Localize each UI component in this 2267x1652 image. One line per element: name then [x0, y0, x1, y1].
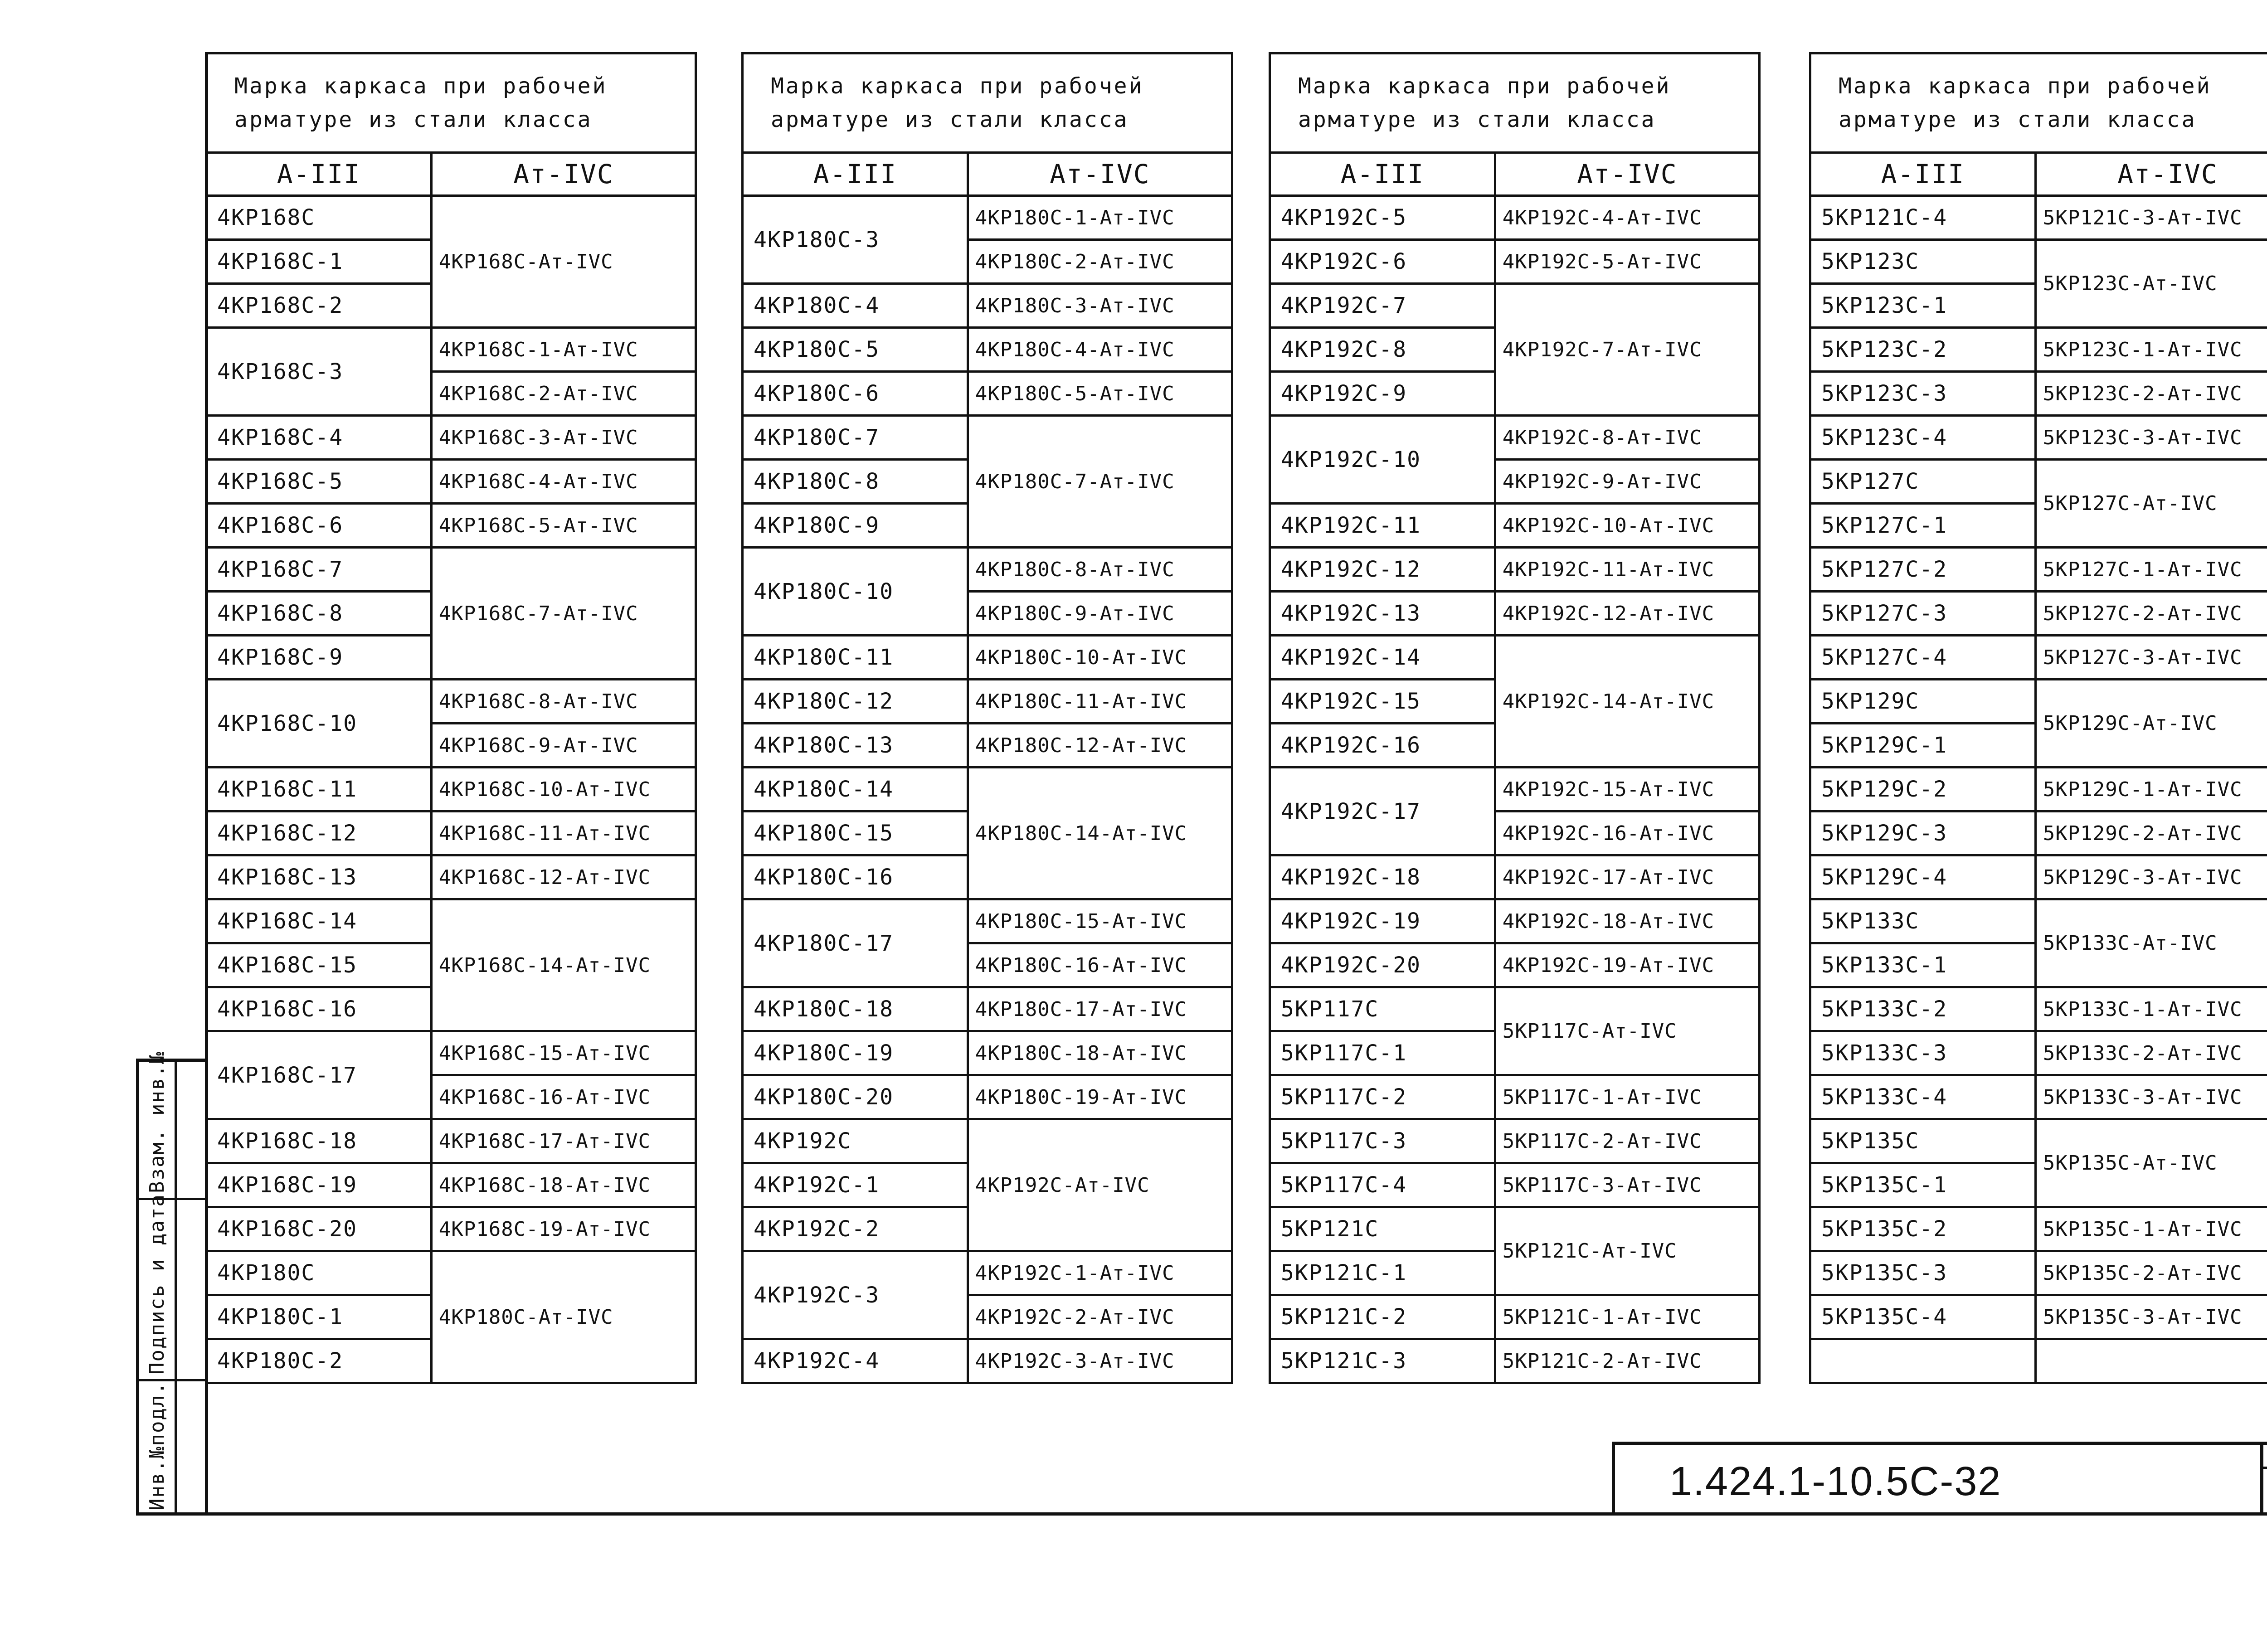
mark-a-iii: 4КР168С-6: [206, 504, 432, 548]
mark-a-iii: 4КР180С-3: [743, 196, 968, 284]
table-row: [206, 460, 696, 504]
table-row: [1270, 240, 1760, 284]
mark-a-iii: 4КР192С-6: [1270, 240, 1495, 284]
mark-at-ivs: 4КР180С-7-Ат-IVС: [968, 416, 1232, 548]
mark-a-iii: 4КР180С-10: [743, 548, 968, 636]
mark-at-ivs: 4КР180С-1-Ат-IVС: [968, 196, 1232, 240]
table-row: [743, 1251, 1232, 1295]
mark-at-ivs: 4КР192С-7-Ат-IVС: [1495, 284, 1759, 416]
mark-at-ivs: 4КР168С-4-Ат-IVС: [431, 460, 696, 504]
mark-at-ivs: 4КР168С-17-Ат-IVС: [431, 1119, 696, 1163]
mark-a-iii: 5КР121С-2: [1270, 1295, 1495, 1339]
mark-at-ivs: 4КР192С-1-Ат-IVС: [968, 1251, 1232, 1295]
table-row: [1810, 592, 2267, 636]
table-row: [743, 548, 1232, 592]
table-row: [206, 768, 696, 811]
table-row: [1270, 1295, 1760, 1339]
table-row: [1270, 1339, 1760, 1383]
frame-table-2: [741, 52, 1233, 1384]
mark-at-ivs: 4КР192С-16-Ат-IVС: [1495, 811, 1759, 855]
mark-a-iii: [1810, 1339, 2036, 1383]
mark-a-iii: 4КР180С-6: [743, 372, 968, 416]
mark-a-iii: 5КР127С-1: [1810, 504, 2036, 548]
mark-a-iii: 5КР135С-3: [1810, 1251, 2036, 1295]
mark-a-iii: 4КР168С-7: [206, 548, 432, 592]
table-row: [1810, 899, 2267, 943]
mark-a-iii: 4КР180С-19: [743, 1031, 968, 1075]
table-row: [206, 680, 696, 724]
mark-at-ivs: 4КР168С-3-Ат-IVС: [431, 416, 696, 460]
table-row: [1270, 196, 1760, 240]
mark-at-ivs: 5КР123С-2-Ат-IVС: [2035, 372, 2267, 416]
mark-at-ivs: 4КР168С-7-Ат-IVС: [431, 548, 696, 680]
table-row: [206, 1207, 696, 1251]
mark-a-iii: 4КР168С-9: [206, 636, 432, 680]
mark-a-iii: 4КР192С-20: [1270, 943, 1495, 987]
table-row: [743, 987, 1232, 1031]
mark-a-iii: 5КР133С-3: [1810, 1031, 2036, 1075]
mark-at-ivs: 4КР168С-14-Ат-IVС: [431, 899, 696, 1031]
table-row: [1810, 987, 2267, 1031]
column-header-at-ivs: Ат-IVС: [968, 153, 1232, 196]
mark-a-iii: 4КР192С-11: [1270, 504, 1495, 548]
mark-a-iii: 4КР180С-2: [206, 1339, 432, 1383]
mark-a-iii: 5КР123С-1: [1810, 284, 2036, 328]
table-row: [1270, 636, 1760, 680]
mark-a-iii: 4КР180С-17: [743, 899, 968, 987]
mark-at-ivs: 4КР180С-18-Ат-IVС: [968, 1031, 1232, 1075]
mark-at-ivs: 5КР129С-3-Ат-IVС: [2035, 855, 2267, 899]
table-row: [1270, 284, 1760, 328]
mark-at-ivs: 5КР129С-2-Ат-IVС: [2035, 811, 2267, 855]
mark-at-ivs: 5КР135С-3-Ат-IVС: [2035, 1295, 2267, 1339]
table-row: [743, 1119, 1232, 1163]
mark-at-ivs: 4КР180С-3-Ат-IVС: [968, 284, 1232, 328]
mark-a-iii: 4КР168С-11: [206, 768, 432, 811]
table-row: [743, 284, 1232, 328]
table-row: [1810, 1251, 2267, 1295]
mark-at-ivs: 5КР123С-1-Ат-IVС: [2035, 328, 2267, 372]
mark-at-ivs: 5КР117С-3-Ат-IVС: [1495, 1163, 1759, 1207]
table-header: Марка каркаса при рабочей арматуре из стали класса: [743, 53, 1232, 153]
table-row: [743, 196, 1232, 240]
mark-a-iii: 4КР168С-16: [206, 987, 432, 1031]
mark-a-iii: 4КР180С-13: [743, 724, 968, 768]
mark-a-iii: 5КР133С-2: [1810, 987, 2036, 1031]
mark-a-iii: 4КР168С-8: [206, 592, 432, 636]
mark-a-iii: 4КР192С-9: [1270, 372, 1495, 416]
mark-a-iii: 4КР192С-19: [1270, 899, 1495, 943]
mark-a-iii: 4КР180С-11: [743, 636, 968, 680]
mark-a-iii: 4КР192С-12: [1270, 548, 1495, 592]
table-row: [1810, 240, 2267, 284]
table-row: [1270, 768, 1760, 811]
mark-a-iii: 4КР168С-1: [206, 240, 432, 284]
mark-at-ivs: 4КР168С-8-Ат-IVС: [431, 680, 696, 724]
mark-a-iii: 4КР192С-2: [743, 1207, 968, 1251]
table-row: [206, 811, 696, 855]
mark-at-ivs: 4КР180С-10-Ат-IVС: [968, 636, 1232, 680]
mark-at-ivs: 4КР180С-8-Ат-IVС: [968, 548, 1232, 592]
table-row: [1270, 548, 1760, 592]
mark-a-iii: 5КР127С-4: [1810, 636, 2036, 680]
table-header: Марка каркаса при рабочей арматуре из стали класса: [1270, 53, 1760, 153]
mark-a-iii: 5КР121С: [1270, 1207, 1495, 1251]
table-row: [743, 416, 1232, 460]
mark-a-iii: 4КР168С-18: [206, 1119, 432, 1163]
mark-at-ivs: 4КР168С-10-Ат-IVС: [431, 768, 696, 811]
table-row: [743, 372, 1232, 416]
mark-a-iii: 4КР180С-12: [743, 680, 968, 724]
mark-at-ivs: 5КР117С-1-Ат-IVС: [1495, 1075, 1759, 1119]
mark-a-iii: 5КР129С: [1810, 680, 2036, 724]
table-row: [206, 416, 696, 460]
mark-a-iii: 5КР123С: [1810, 240, 2036, 284]
mark-at-ivs: 5КР121С-1-Ат-IVС: [1495, 1295, 1759, 1339]
mark-a-iii: 4КР168С-5: [206, 460, 432, 504]
mark-at-ivs: 4КР180С-11-Ат-IVС: [968, 680, 1232, 724]
mark-a-iii: 5КР127С: [1810, 460, 2036, 504]
mark-at-ivs: 4КР180С-Ат-IVС: [431, 1251, 696, 1383]
mark-at-ivs: 4КР192С-11-Ат-IVС: [1495, 548, 1759, 592]
table-row: [206, 855, 696, 899]
table-row: [1270, 1075, 1760, 1119]
mark-at-ivs: 5КР133С-Ат-IVС: [2035, 899, 2267, 987]
table-header: Марка каркаса при рабочей арматуре из стали класса: [206, 53, 696, 153]
mark-a-iii: 4КР180С-8: [743, 460, 968, 504]
table-row: [206, 1251, 696, 1295]
mark-at-ivs: 4КР168С-5-Ат-IVС: [431, 504, 696, 548]
frame-table-3: [1269, 52, 1761, 1384]
mark-a-iii: 4КР180С-15: [743, 811, 968, 855]
table-row: [1810, 636, 2267, 680]
mark-at-ivs: 4КР192С-17-Ат-IVС: [1495, 855, 1759, 899]
table-row: [1810, 460, 2267, 504]
mark-a-iii: 5КР135С-2: [1810, 1207, 2036, 1251]
table-row: [206, 196, 696, 240]
table-row: [1270, 943, 1760, 987]
side-stamp: [136, 1051, 205, 1516]
side-stamp-label-3: Взам. инв.№: [146, 1051, 169, 1193]
table-row: [1270, 504, 1760, 548]
mark-at-ivs: 5КР133С-2-Ат-IVС: [2035, 1031, 2267, 1075]
mark-at-ivs: 5КР123С-Ат-IVС: [2035, 240, 2267, 328]
table-row: [1270, 899, 1760, 943]
mark-at-ivs: 4КР168С-18-Ат-IVС: [431, 1163, 696, 1207]
table-row: [1810, 1295, 2267, 1339]
mark-a-iii: 4КР192С-13: [1270, 592, 1495, 636]
table-row: [1270, 1163, 1760, 1207]
mark-a-iii: 4КР168С-4: [206, 416, 432, 460]
mark-a-iii: 4КР192С-7: [1270, 284, 1495, 328]
frame-table-1: [205, 52, 697, 1384]
column-header-at-ivs: Ат-IVС: [431, 153, 696, 196]
mark-a-iii: 5КР133С-4: [1810, 1075, 2036, 1119]
table-row: [1270, 1207, 1760, 1251]
mark-a-iii: 4КР192С-16: [1270, 724, 1495, 768]
table-row: [743, 1339, 1232, 1383]
mark-at-ivs: 4КР168С-Ат-IVС: [431, 196, 696, 328]
table-row: [743, 899, 1232, 943]
mark-a-iii: 4КР192С-15: [1270, 680, 1495, 724]
column-header-at-ivs: Ат-IVС: [2035, 153, 2267, 196]
table-row: [1810, 1207, 2267, 1251]
mark-at-ivs: 5КР135С-1-Ат-IVС: [2035, 1207, 2267, 1251]
mark-a-iii: 4КР192С-14: [1270, 636, 1495, 680]
table-row: [206, 548, 696, 592]
mark-a-iii: 4КР180С-4: [743, 284, 968, 328]
mark-a-iii: 5КР127С-3: [1810, 592, 2036, 636]
mark-a-iii: 5КР121С-4: [1810, 196, 2036, 240]
table-row: [1270, 1119, 1760, 1163]
mark-a-iii: 4КР192С: [743, 1119, 968, 1163]
table-row: [743, 636, 1232, 680]
mark-a-iii: 4КР168С-13: [206, 855, 432, 899]
mark-a-iii: 4КР192С-17: [1270, 768, 1495, 855]
mark-at-ivs: 4КР180С-4-Ат-IVС: [968, 328, 1232, 372]
mark-at-ivs: 4КР168С-12-Ат-IVС: [431, 855, 696, 899]
mark-at-ivs: 5КР127С-Ат-IVС: [2035, 460, 2267, 548]
mark-a-iii: 4КР168С-20: [206, 1207, 432, 1251]
mark-at-ivs: 4КР192С-15-Ат-IVС: [1495, 768, 1759, 811]
table-row: [206, 504, 696, 548]
mark-a-iii: 4КР168С-2: [206, 284, 432, 328]
table-row: [743, 328, 1232, 372]
mark-at-ivs: 4КР168С-9-Ат-IVС: [431, 724, 696, 768]
mark-a-iii: 4КР180С: [206, 1251, 432, 1295]
mark-a-iii: 4КР192С-1: [743, 1163, 968, 1207]
table-row: [1810, 855, 2267, 899]
mark-at-ivs: 5КР117С-Ат-IVС: [1495, 987, 1759, 1075]
mark-at-ivs: 4КР180С-16-Ат-IVС: [968, 943, 1232, 987]
mark-a-iii: 5КР135С-4: [1810, 1295, 2036, 1339]
mark-a-iii: 5КР135С: [1810, 1119, 2036, 1163]
table-row: [743, 1075, 1232, 1119]
title-block: [1612, 1442, 2267, 1516]
mark-at-ivs: 5КР117С-2-Ат-IVС: [1495, 1119, 1759, 1163]
mark-at-ivs: 4КР192С-Ат-IVС: [968, 1119, 1232, 1251]
mark-a-iii: 5КР135С-1: [1810, 1163, 2036, 1207]
document-code: 1.424.1-10.5С-32: [1669, 1459, 2002, 1504]
mark-at-ivs: 4КР192С-10-Ат-IVС: [1495, 504, 1759, 548]
column-header-a-iii: А-III: [1270, 153, 1495, 196]
mark-at-ivs: 4КР168С-15-Ат-IVС: [431, 1031, 696, 1075]
table-row: [1810, 1339, 2267, 1383]
mark-a-iii: 4КР180С-9: [743, 504, 968, 548]
mark-a-iii: 4КР168С-12: [206, 811, 432, 855]
mark-at-ivs: 4КР192С-19-Ат-IVС: [1495, 943, 1759, 987]
mark-at-ivs: 4КР192С-14-Ат-IVС: [1495, 636, 1759, 768]
table-row: [206, 1031, 696, 1075]
table-row: [206, 1163, 696, 1207]
column-header-at-ivs: Ат-IVС: [1495, 153, 1759, 196]
sheet-number-box: [2260, 1445, 2267, 1516]
table-row: [1810, 196, 2267, 240]
column-header-a-iii: А-III: [206, 153, 432, 196]
mark-at-ivs: 4КР180С-9-Ат-IVС: [968, 592, 1232, 636]
mark-a-iii: 4КР168С-19: [206, 1163, 432, 1207]
mark-a-iii: 5КР117С-1: [1270, 1031, 1495, 1075]
mark-a-iii: 5КР117С-4: [1270, 1163, 1495, 1207]
mark-at-ivs: 4КР180С-17-Ат-IVС: [968, 987, 1232, 1031]
table-row: [1810, 811, 2267, 855]
table-row: [1810, 548, 2267, 592]
mark-at-ivs: 4КР192С-4-Ат-IVС: [1495, 196, 1759, 240]
table-row: [743, 768, 1232, 811]
mark-a-iii: 4КР180С-5: [743, 328, 968, 372]
mark-at-ivs: 5КР133С-3-Ат-IVС: [2035, 1075, 2267, 1119]
mark-at-ivs: 4КР180С-12-Ат-IVС: [968, 724, 1232, 768]
table-row: [1810, 768, 2267, 811]
table-row: [1810, 328, 2267, 372]
table-row: [1810, 680, 2267, 724]
table-row: [1270, 592, 1760, 636]
table-row: [206, 899, 696, 943]
mark-at-ivs: 5КР133С-1-Ат-IVС: [2035, 987, 2267, 1031]
mark-at-ivs: 5КР123С-3-Ат-IVС: [2035, 416, 2267, 460]
mark-a-iii: 4КР180С-20: [743, 1075, 968, 1119]
mark-a-iii: 4КР180С-18: [743, 987, 968, 1031]
mark-a-iii: 5КР133С-1: [1810, 943, 2036, 987]
table-row: [1270, 855, 1760, 899]
mark-a-iii: 4КР192С-8: [1270, 328, 1495, 372]
mark-a-iii: 4КР168С-3: [206, 328, 432, 416]
mark-at-ivs: 5КР127С-2-Ат-IVС: [2035, 592, 2267, 636]
mark-at-ivs: 4КР168С-1-Ат-IVС: [431, 328, 696, 372]
mark-a-iii: 4КР180С-16: [743, 855, 968, 899]
mark-a-iii: 5КР129С-3: [1810, 811, 2036, 855]
mark-at-ivs: 4КР192С-12-Ат-IVС: [1495, 592, 1759, 636]
mark-a-iii: 5КР123С-2: [1810, 328, 2036, 372]
mark-at-ivs: 5КР127С-1-Ат-IVС: [2035, 548, 2267, 592]
table-row: [1810, 372, 2267, 416]
mark-at-ivs: 4КР180С-15-Ат-IVС: [968, 899, 1232, 943]
mark-at-ivs: 5КР121С-2-Ат-IVС: [1495, 1339, 1759, 1383]
mark-a-iii: 4КР168С-17: [206, 1031, 432, 1119]
column-header-a-iii: А-III: [1810, 153, 2036, 196]
side-stamp-label-2: Подпись и дата: [146, 1194, 169, 1375]
mark-at-ivs: 4КР192С-2-Ат-IVС: [968, 1295, 1232, 1339]
table-row: [1810, 1031, 2267, 1075]
mark-at-ivs: 4КР192С-8-Ат-IVС: [1495, 416, 1759, 460]
mark-a-iii: 4КР192С-4: [743, 1339, 968, 1383]
mark-a-iii: 5КР117С: [1270, 987, 1495, 1031]
mark-a-iii: 4КР168С-15: [206, 943, 432, 987]
mark-a-iii: 5КР123С-3: [1810, 372, 2036, 416]
mark-a-iii: 4КР168С-10: [206, 680, 432, 768]
table-row: [743, 724, 1232, 768]
mark-at-ivs: 4КР192С-5-Ат-IVС: [1495, 240, 1759, 284]
mark-a-iii: 4КР168С: [206, 196, 432, 240]
mark-at-ivs: 4КР180С-14-Ат-IVС: [968, 768, 1232, 899]
mark-at-ivs: 5КР121С-3-Ат-IVС: [2035, 196, 2267, 240]
mark-at-ivs: 5КР135С-Ат-IVС: [2035, 1119, 2267, 1207]
mark-at-ivs: 4КР192С-9-Ат-IVС: [1495, 460, 1759, 504]
mark-a-iii: 4КР168С-14: [206, 899, 432, 943]
mark-a-iii: 5КР127С-2: [1810, 548, 2036, 592]
table-row: [206, 328, 696, 372]
mark-a-iii: 4КР192С-10: [1270, 416, 1495, 504]
table-row: [743, 1031, 1232, 1075]
mark-at-ivs: 5КР129С-Ат-IVС: [2035, 680, 2267, 768]
mark-at-ivs: 5КР121С-Ат-IVС: [1495, 1207, 1759, 1295]
column-header-a-iii: А-III: [743, 153, 968, 196]
table-row: [743, 680, 1232, 724]
mark-a-iii: 4КР192С-18: [1270, 855, 1495, 899]
table-row: [1810, 416, 2267, 460]
mark-a-iii: 4КР180С-1: [206, 1295, 432, 1339]
mark-at-ivs: 4КР180С-5-Ат-IVС: [968, 372, 1232, 416]
mark-at-ivs: 4КР192С-18-Ат-IVС: [1495, 899, 1759, 943]
mark-at-ivs: 4КР180С-2-Ат-IVС: [968, 240, 1232, 284]
mark-a-iii: 4КР192С-3: [743, 1251, 968, 1339]
mark-a-iii: 5КР129С-1: [1810, 724, 2036, 768]
mark-a-iii: 5КР129С-2: [1810, 768, 2036, 811]
mark-at-ivs: 4КР168С-19-Ат-IVС: [431, 1207, 696, 1251]
mark-a-iii: 5КР121С-1: [1270, 1251, 1495, 1295]
mark-at-ivs: [2035, 1339, 2267, 1383]
mark-at-ivs: 5КР127С-3-Ат-IVС: [2035, 636, 2267, 680]
mark-a-iii: 4КР180С-7: [743, 416, 968, 460]
mark-a-iii: 4КР180С-14: [743, 768, 968, 811]
table-row: [206, 1119, 696, 1163]
mark-at-ivs: 5КР135С-2-Ат-IVС: [2035, 1251, 2267, 1295]
mark-a-iii: 4КР192С-5: [1270, 196, 1495, 240]
mark-a-iii: 5КР133С: [1810, 899, 2036, 943]
mark-a-iii: 5КР129С-4: [1810, 855, 2036, 899]
table-row: [1270, 416, 1760, 460]
table-row: [1270, 987, 1760, 1031]
table-row: [1810, 1075, 2267, 1119]
mark-at-ivs: 4КР180С-19-Ат-IVС: [968, 1075, 1232, 1119]
table-header: Марка каркаса при рабочей арматуре из стали класса: [1810, 53, 2267, 153]
side-stamp-label-1: Инв.№подл.: [146, 1381, 169, 1511]
mark-at-ivs: 4КР168С-2-Ат-IVС: [431, 372, 696, 416]
mark-at-ivs: 5КР129С-1-Ат-IVС: [2035, 768, 2267, 811]
mark-a-iii: 5КР117С-3: [1270, 1119, 1495, 1163]
table-row: [1810, 1119, 2267, 1163]
mark-a-iii: 5КР123С-4: [1810, 416, 2036, 460]
mark-at-ivs: 4КР168С-11-Ат-IVС: [431, 811, 696, 855]
mark-a-iii: 5КР117С-2: [1270, 1075, 1495, 1119]
mark-a-iii: 5КР121С-3: [1270, 1339, 1495, 1383]
mark-at-ivs: 4КР192С-3-Ат-IVС: [968, 1339, 1232, 1383]
frame-table-4: [1809, 52, 2267, 1384]
mark-at-ivs: 4КР168С-16-Ат-IVС: [431, 1075, 696, 1119]
